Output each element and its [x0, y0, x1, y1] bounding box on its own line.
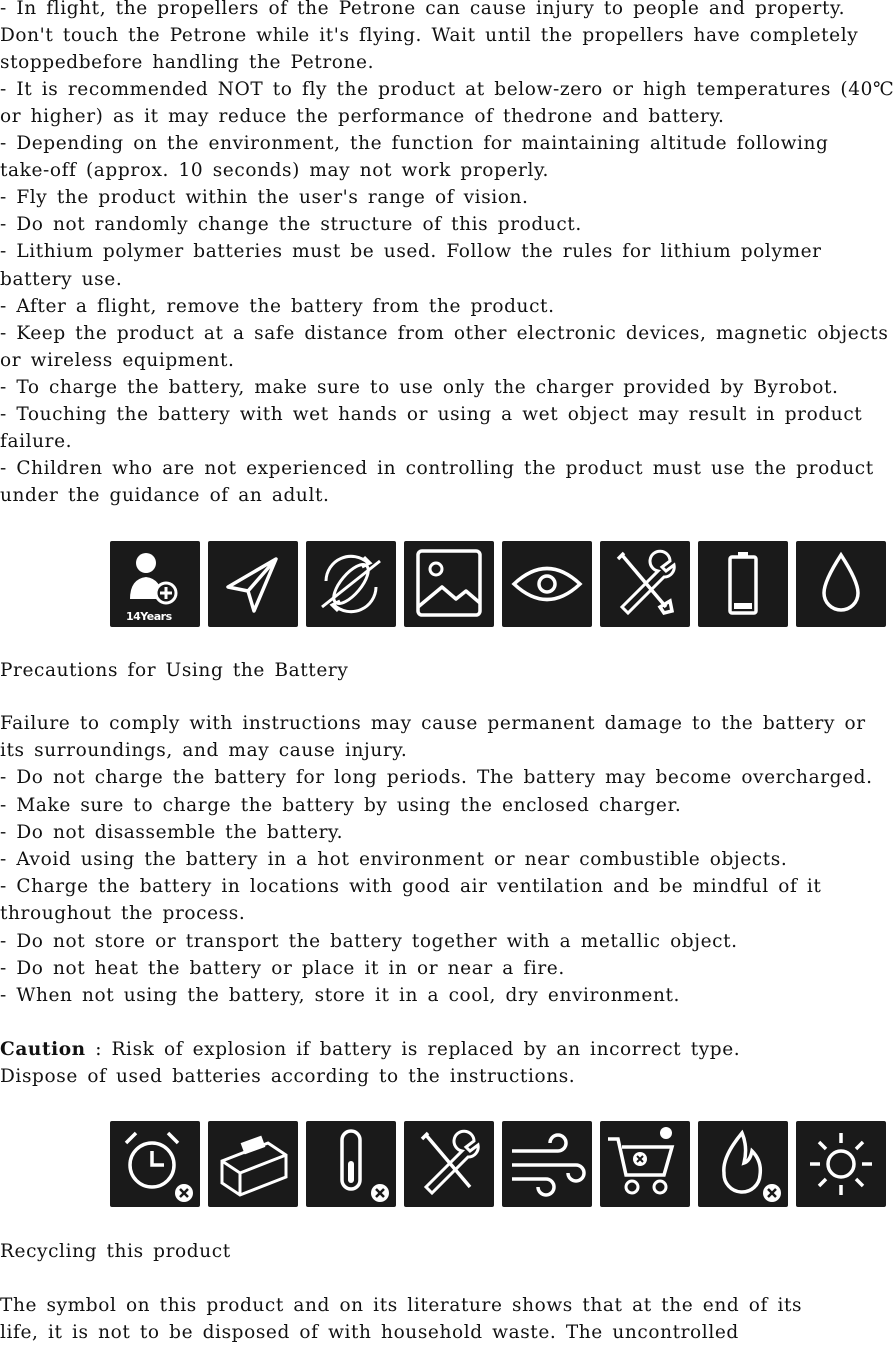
- age-14-years-icon: [110, 541, 200, 627]
- caution-line: [0, 1036, 740, 1063]
- battery-line: its surroundings, and may cause injury.: [0, 740, 408, 762]
- eye-icon: [502, 541, 592, 627]
- safety-line: - Touching the battery with wet hands or using a wet object may result in product: [0, 403, 863, 425]
- battery-no-disassemble-icon: [306, 1121, 396, 1207]
- safety-icon-row: [110, 541, 886, 627]
- recycling-heading: Recycling this product: [0, 1241, 231, 1262]
- safety-line: failure.: [0, 430, 73, 452]
- safety-line: take-off (approx. 10 seconds) may not work properly.: [0, 160, 550, 182]
- battery-heading: Precautions for Using the Battery: [0, 660, 349, 681]
- battery-line: - Do not charge the battery for long periods. The battery may become overcharged.: [0, 767, 873, 789]
- safety-line: or wireless equipment.: [0, 349, 235, 371]
- safety-line: - Fly the product within the user's range of vision.: [0, 187, 529, 209]
- alarm-clock-no-icon: [110, 1121, 200, 1207]
- water-drop-icon: [796, 541, 886, 627]
- age-label: 14Years: [126, 610, 172, 623]
- safety-line: - To charge the battery, make sure to use only the charger provided by Byrobot.: [0, 376, 839, 398]
- safety-line: - Keep the product at a safe distance from other electronic devices, magnetic objects: [0, 322, 889, 344]
- safety-line: or higher) as it may reduce the performance of thedrone and battery.: [0, 106, 725, 128]
- caution-label: Caution: [0, 1039, 86, 1060]
- safety-line: - Children who are not experienced in controlling the product must use the product: [0, 457, 874, 479]
- caution-text: : Risk of explosion if battery is replaced by an incorrect type.: [85, 1039, 741, 1060]
- tools-icon: [600, 541, 690, 627]
- sun-icon: [796, 1121, 886, 1207]
- no-modify-icon: [306, 541, 396, 627]
- no-fire-icon: [698, 1121, 788, 1207]
- safety-line: - In flight, the propellers of the Petrone can cause injury to people and property.: [0, 0, 846, 19]
- safety-line: stoppedbefore handling the Petrone.: [0, 52, 375, 74]
- wind-icon: [502, 1121, 592, 1207]
- battery-line: throughout the process.: [0, 903, 246, 925]
- battery-line: - When not using the battery, store it in a cool, dry environment.: [0, 985, 680, 1006]
- no-metal-cart-icon: [600, 1121, 690, 1207]
- caution-line-2: Dispose of used batteries according to the instructions.: [0, 1066, 576, 1087]
- recycling-line: life, it is not to be disposed of with household waste. The uncontrolled: [0, 1322, 739, 1343]
- safety-line: Don't touch the Petrone while it's flying. Wait until the propellers have completely: [0, 25, 859, 47]
- paper-plane-icon: [208, 541, 298, 627]
- safety-line: - After a flight, remove the battery from the product.: [0, 295, 555, 317]
- battery-line: - Make sure to charge the battery by using the enclosed charger.: [0, 794, 682, 816]
- battery-line: - Charge the battery in locations with good air ventilation and be mindful of it: [0, 876, 822, 898]
- safety-line: battery use.: [0, 268, 123, 290]
- image-icon: [404, 541, 494, 627]
- battery-line: - Avoid using the battery in a hot environment or near combustible objects.: [0, 849, 788, 870]
- safety-line: - Do not randomly change the structure of this product.: [0, 214, 582, 236]
- battery-icon: [698, 541, 788, 627]
- tools-icon-2: [404, 1121, 494, 1207]
- safety-line: - Depending on the environment, the function for maintaining altitude following: [0, 133, 829, 155]
- battery-line: - Do not disassemble the battery.: [0, 821, 344, 843]
- charger-icon: [208, 1121, 298, 1207]
- battery-line: - Do not store or transport the battery together with a metallic object.: [0, 930, 738, 952]
- safety-line: - It is recommended NOT to fly the product at below-zero or high temperatures (40℃: [0, 79, 894, 101]
- safety-line: under the guidance of an adult.: [0, 484, 330, 506]
- safety-line: - Lithium polymer batteries must be used. Follow the rules for lithium polymer: [0, 241, 822, 263]
- battery-icon-row: [110, 1121, 886, 1207]
- recycling-line: The symbol on this product and on its literature shows that at the end of its: [0, 1295, 803, 1316]
- battery-line: Failure to comply with instructions may cause permanent damage to the battery or: [0, 713, 866, 734]
- battery-line: - Do not heat the battery or place it in or near a fire.: [0, 957, 565, 979]
